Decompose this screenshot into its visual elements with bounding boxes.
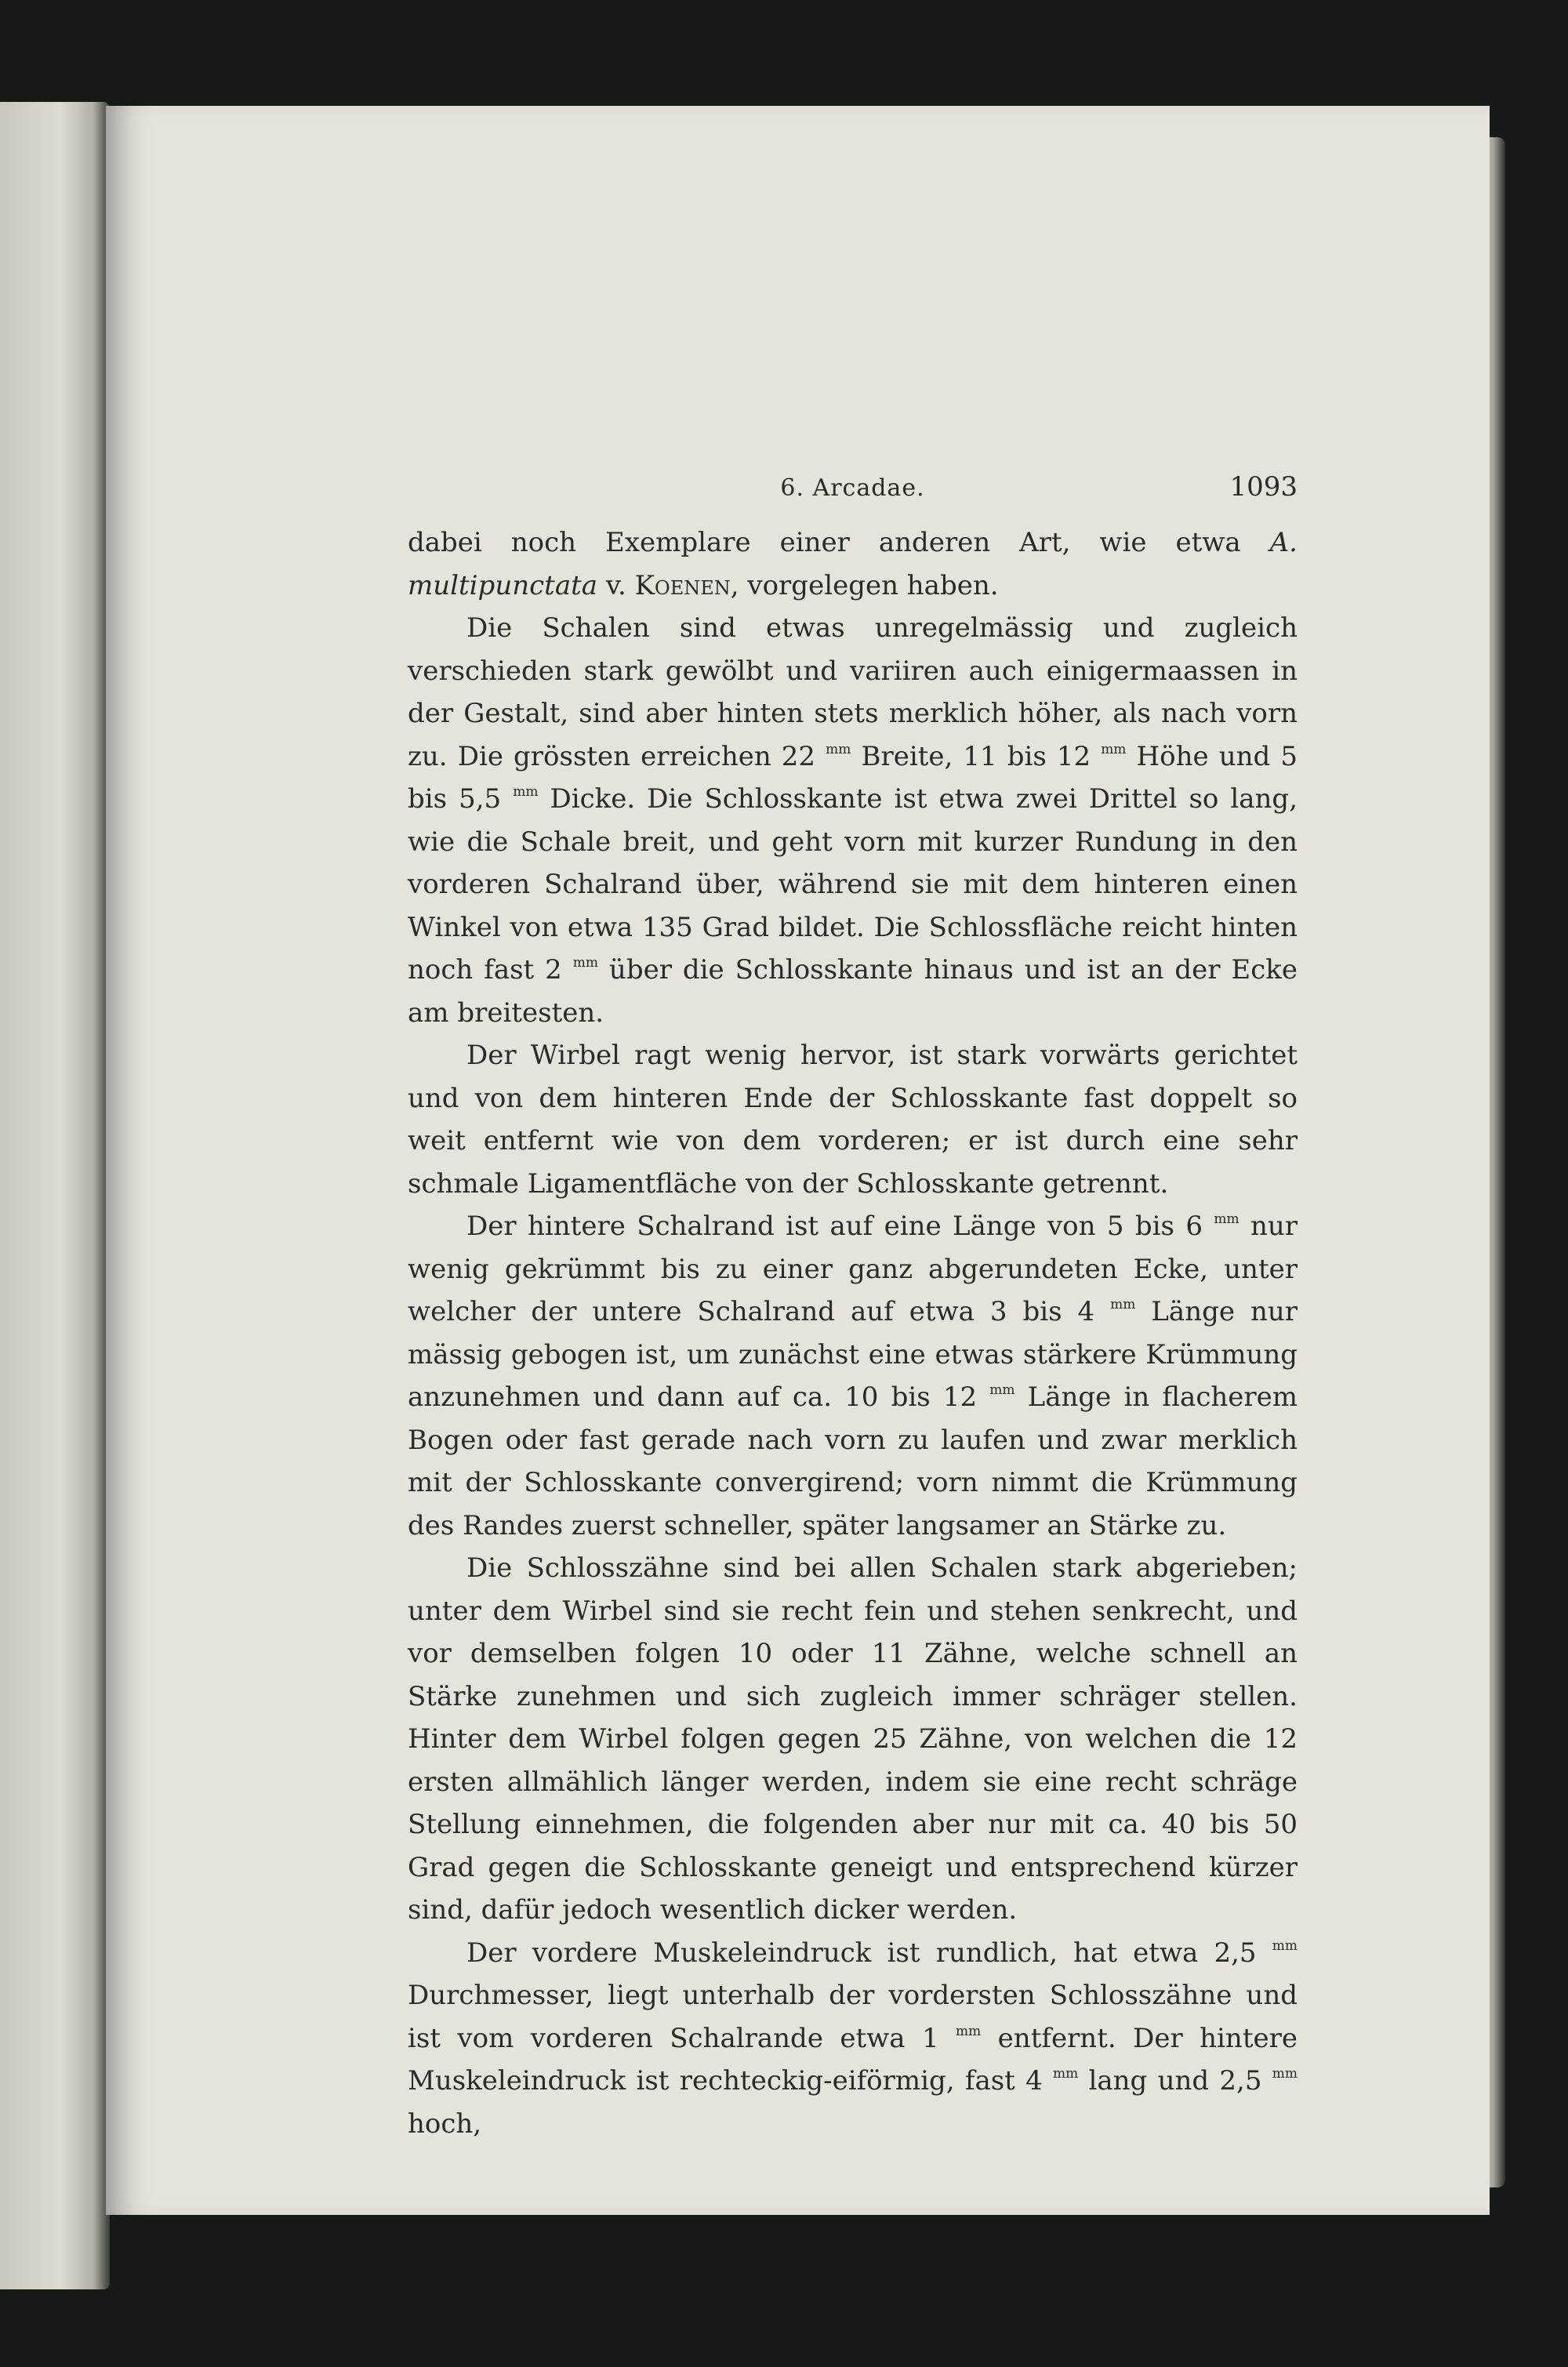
running-head <box>408 471 1298 521</box>
text-segment: , vorgelegen haben. <box>730 569 999 601</box>
text-block <box>408 471 1298 2145</box>
paragraph <box>408 1547 1298 1932</box>
unit-superscript: mm <box>956 2023 982 2039</box>
paragraph <box>408 1205 1298 1547</box>
text-segment: Länge nur mässig gebogen ist, um zunächst eine etwas stärkere Krümmung anzunehmen und dann auf ca. 10 bis 12 <box>408 1296 1298 1413</box>
unit-superscript: mm <box>572 955 598 971</box>
text-segment: Höhe und 5 bis 5,5 <box>408 740 1298 815</box>
paragraph <box>408 1932 1298 2146</box>
text-segment: nur wenig gekrümmt bis zu einer ganz abgerundeten Ecke, unter welcher der untere Schalrand auf etwa 3 bis 4 <box>408 1211 1298 1327</box>
text-segment: Der hintere Schalrand ist auf eine Länge von 5 bis 6 <box>466 1211 1214 1242</box>
italic-text: A. multipunctata <box>408 527 1298 601</box>
section-title: 6. Arcadae. <box>780 474 925 502</box>
text-segment: Länge in flacherem Bogen oder fast gerade nach vorn zu laufen und zwar merklich mit der Schlosskante convergirend; vorn nimmt die Krümmung des Randes zuerst schneller, später langsamer an Stärke zu. <box>408 1381 1298 1541</box>
text-segment: Der vordere Muskeleindruck ist rundlich, hat etwa 2,5 <box>466 1937 1272 1969</box>
text-segment: entfernt. Der hintere Muskeleindruck ist rechteckig-eiförmig, fast 4 <box>408 2022 1298 2097</box>
text-segment: dabei noch Exemplare einer anderen Art, wie etwa <box>408 527 1270 558</box>
unit-superscript: mm <box>1101 741 1127 757</box>
text-segment: Der Wirbel ragt wenig hervor, ist stark vorwärts gerichtet und von dem hinteren Ende der Schlosskante fast doppelt so weit entfernt wie von dem vorderen; er ist durch eine sehr schmale Ligamentfläche von der Schlosskante getrennt. <box>408 1040 1298 1200</box>
text-segment: Die Schlosszähne sind bei allen Schalen stark abgerieben; unter dem Wirbel sind sie recht fein und stehen senkrecht, und vor demselben folgen 10 oder 11 Zähne, welche schnell an Stärke zunehmen und sich zugleich immer schräger stellen. Hinter dem Wirbel folgen gegen 25 Zähne, von welchen die 12 ersten allmählich länger werden, indem sie eine recht schräge Stellung einnehmen, die folgenden aber nur mit ca. 40 bis 50 Grad gegen die Schlosskante geneigt und entsprechend kürzer sind, dafür jedoch wesentlich dicker werden. <box>408 1552 1298 1926</box>
text-segment: Durchmesser, liegt unterhalb der vordersten Schlosszähne und ist vom vorderen Schalrande etwa 1 <box>408 1980 1298 2054</box>
unit-superscript: mm <box>1053 2066 1079 2082</box>
text-segment: über die Schlosskante hinaus und ist an der Ecke am breitesten. <box>408 954 1298 1029</box>
text-segment: hoch, <box>408 2107 482 2140</box>
text-segment: Breite, 11 bis 12 <box>851 740 1102 772</box>
unit-superscript: mm <box>826 741 851 757</box>
book-page <box>106 106 1490 2215</box>
unit-superscript: mm <box>1272 2066 1298 2082</box>
unit-superscript: mm <box>989 1382 1015 1398</box>
unit-superscript: mm <box>1272 1937 1298 1954</box>
page-number: 1093 <box>1229 471 1298 503</box>
unit-superscript: mm <box>1214 1211 1240 1227</box>
text-segment: lang und 2,5 <box>1078 2065 1272 2097</box>
unit-superscript: mm <box>513 784 539 800</box>
unit-superscript: mm <box>1110 1297 1136 1312</box>
body-text <box>408 521 1298 2145</box>
smallcaps-text: Koenen <box>634 569 731 601</box>
text-segment: v. <box>597 569 635 601</box>
paragraph <box>408 521 1298 607</box>
text-segment: Die Schalen sind etwas unregelmässig und zugleich verschieden stark gewölbt und variiren auch einigermaassen in der Gestalt, sind aber hinten stets merklich höher, als nach vorn zu. Die grössten erreichen 22 <box>408 612 1298 772</box>
facing-page-edge <box>0 102 110 2289</box>
text-segment: Dicke. Die Schlosskante ist etwa zwei Drittel so lang, wie die Schale breit, und geht vorn mit kurzer Rundung in den vorderen Schalrand über, während sie mit dem hinteren einen Winkel von etwa 135 Grad bildet. Die Schlossfläche reicht hinten noch fast 2 <box>408 783 1298 986</box>
paragraph <box>408 1034 1298 1205</box>
paragraph <box>408 607 1298 1034</box>
